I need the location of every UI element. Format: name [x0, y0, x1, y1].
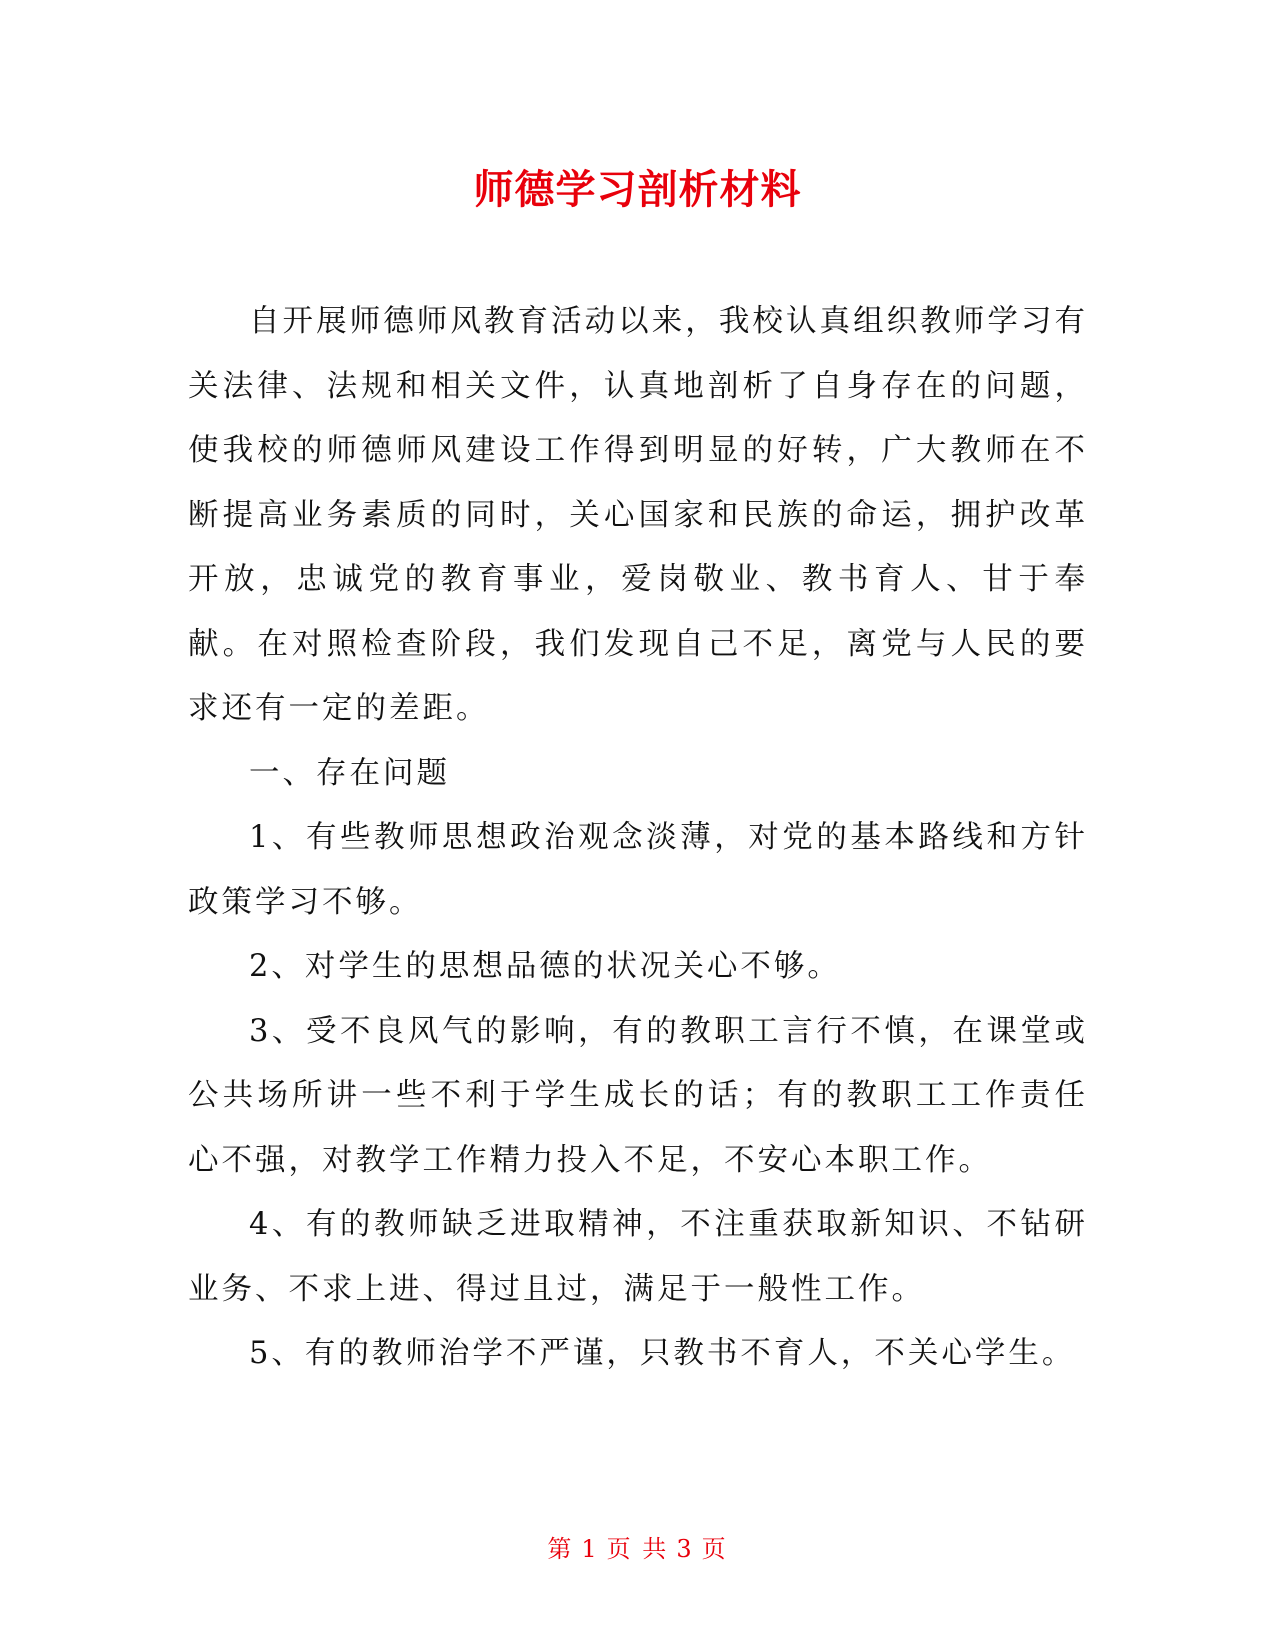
document-title: 师德学习剖析材料: [473, 167, 802, 213]
paragraph-intro: 自开展师德师风教育活动以来，我校认真组织教师学习有关法律、法规和相关文件，认真地剖析了自身存在的问题，使我校的师德师风建设工作得到明显的好转，广大教师在不断提高业务素质的同时，关心国家和民族的命运，拥护改革开放，忠诚党的教育事业，爱岗敬业、教书育人、甘于奉献。在对照检查阶段，我们发现自己不足，离党与人民的要求还有一定的差距。: [188, 304, 1088, 726]
list-item-2: 2、对学生的思想品德的状况关心不够。: [249, 949, 841, 984]
footer-suffix: 页: [701, 1535, 728, 1563]
section-heading-problems: 一、存在问题: [249, 755, 450, 791]
list-item-3: 3、受不良风气的影响，有的教职工言行不慎，在课堂或公共场所讲一些不利于学生成长的话；有的教职工工作责任心不强，对教学工作精力投入不足，不安心本职工作。: [188, 1013, 1088, 1178]
page-footer: [0, 1534, 1275, 1564]
document-body: [188, 290, 1088, 1387]
list-item-1: 1、有些教师思想政治观念淡薄，对党的基本路线和方针政策学习不够。: [188, 820, 1088, 920]
footer-current-page: 1: [581, 1535, 599, 1563]
footer-total-pages: 3: [676, 1535, 694, 1563]
list-item-4: 4、有的教师缺乏进取精神，不注重获取新知识、不钻研业务、不求上进、得过且过，满足于一般性工作。: [188, 1207, 1088, 1307]
footer-prefix: 第: [547, 1535, 574, 1563]
footer-middle: 页 共: [606, 1535, 669, 1563]
list-item-5: 5、有的教师治学不严谨，只教书不育人，不关心学生。: [249, 1336, 1076, 1371]
